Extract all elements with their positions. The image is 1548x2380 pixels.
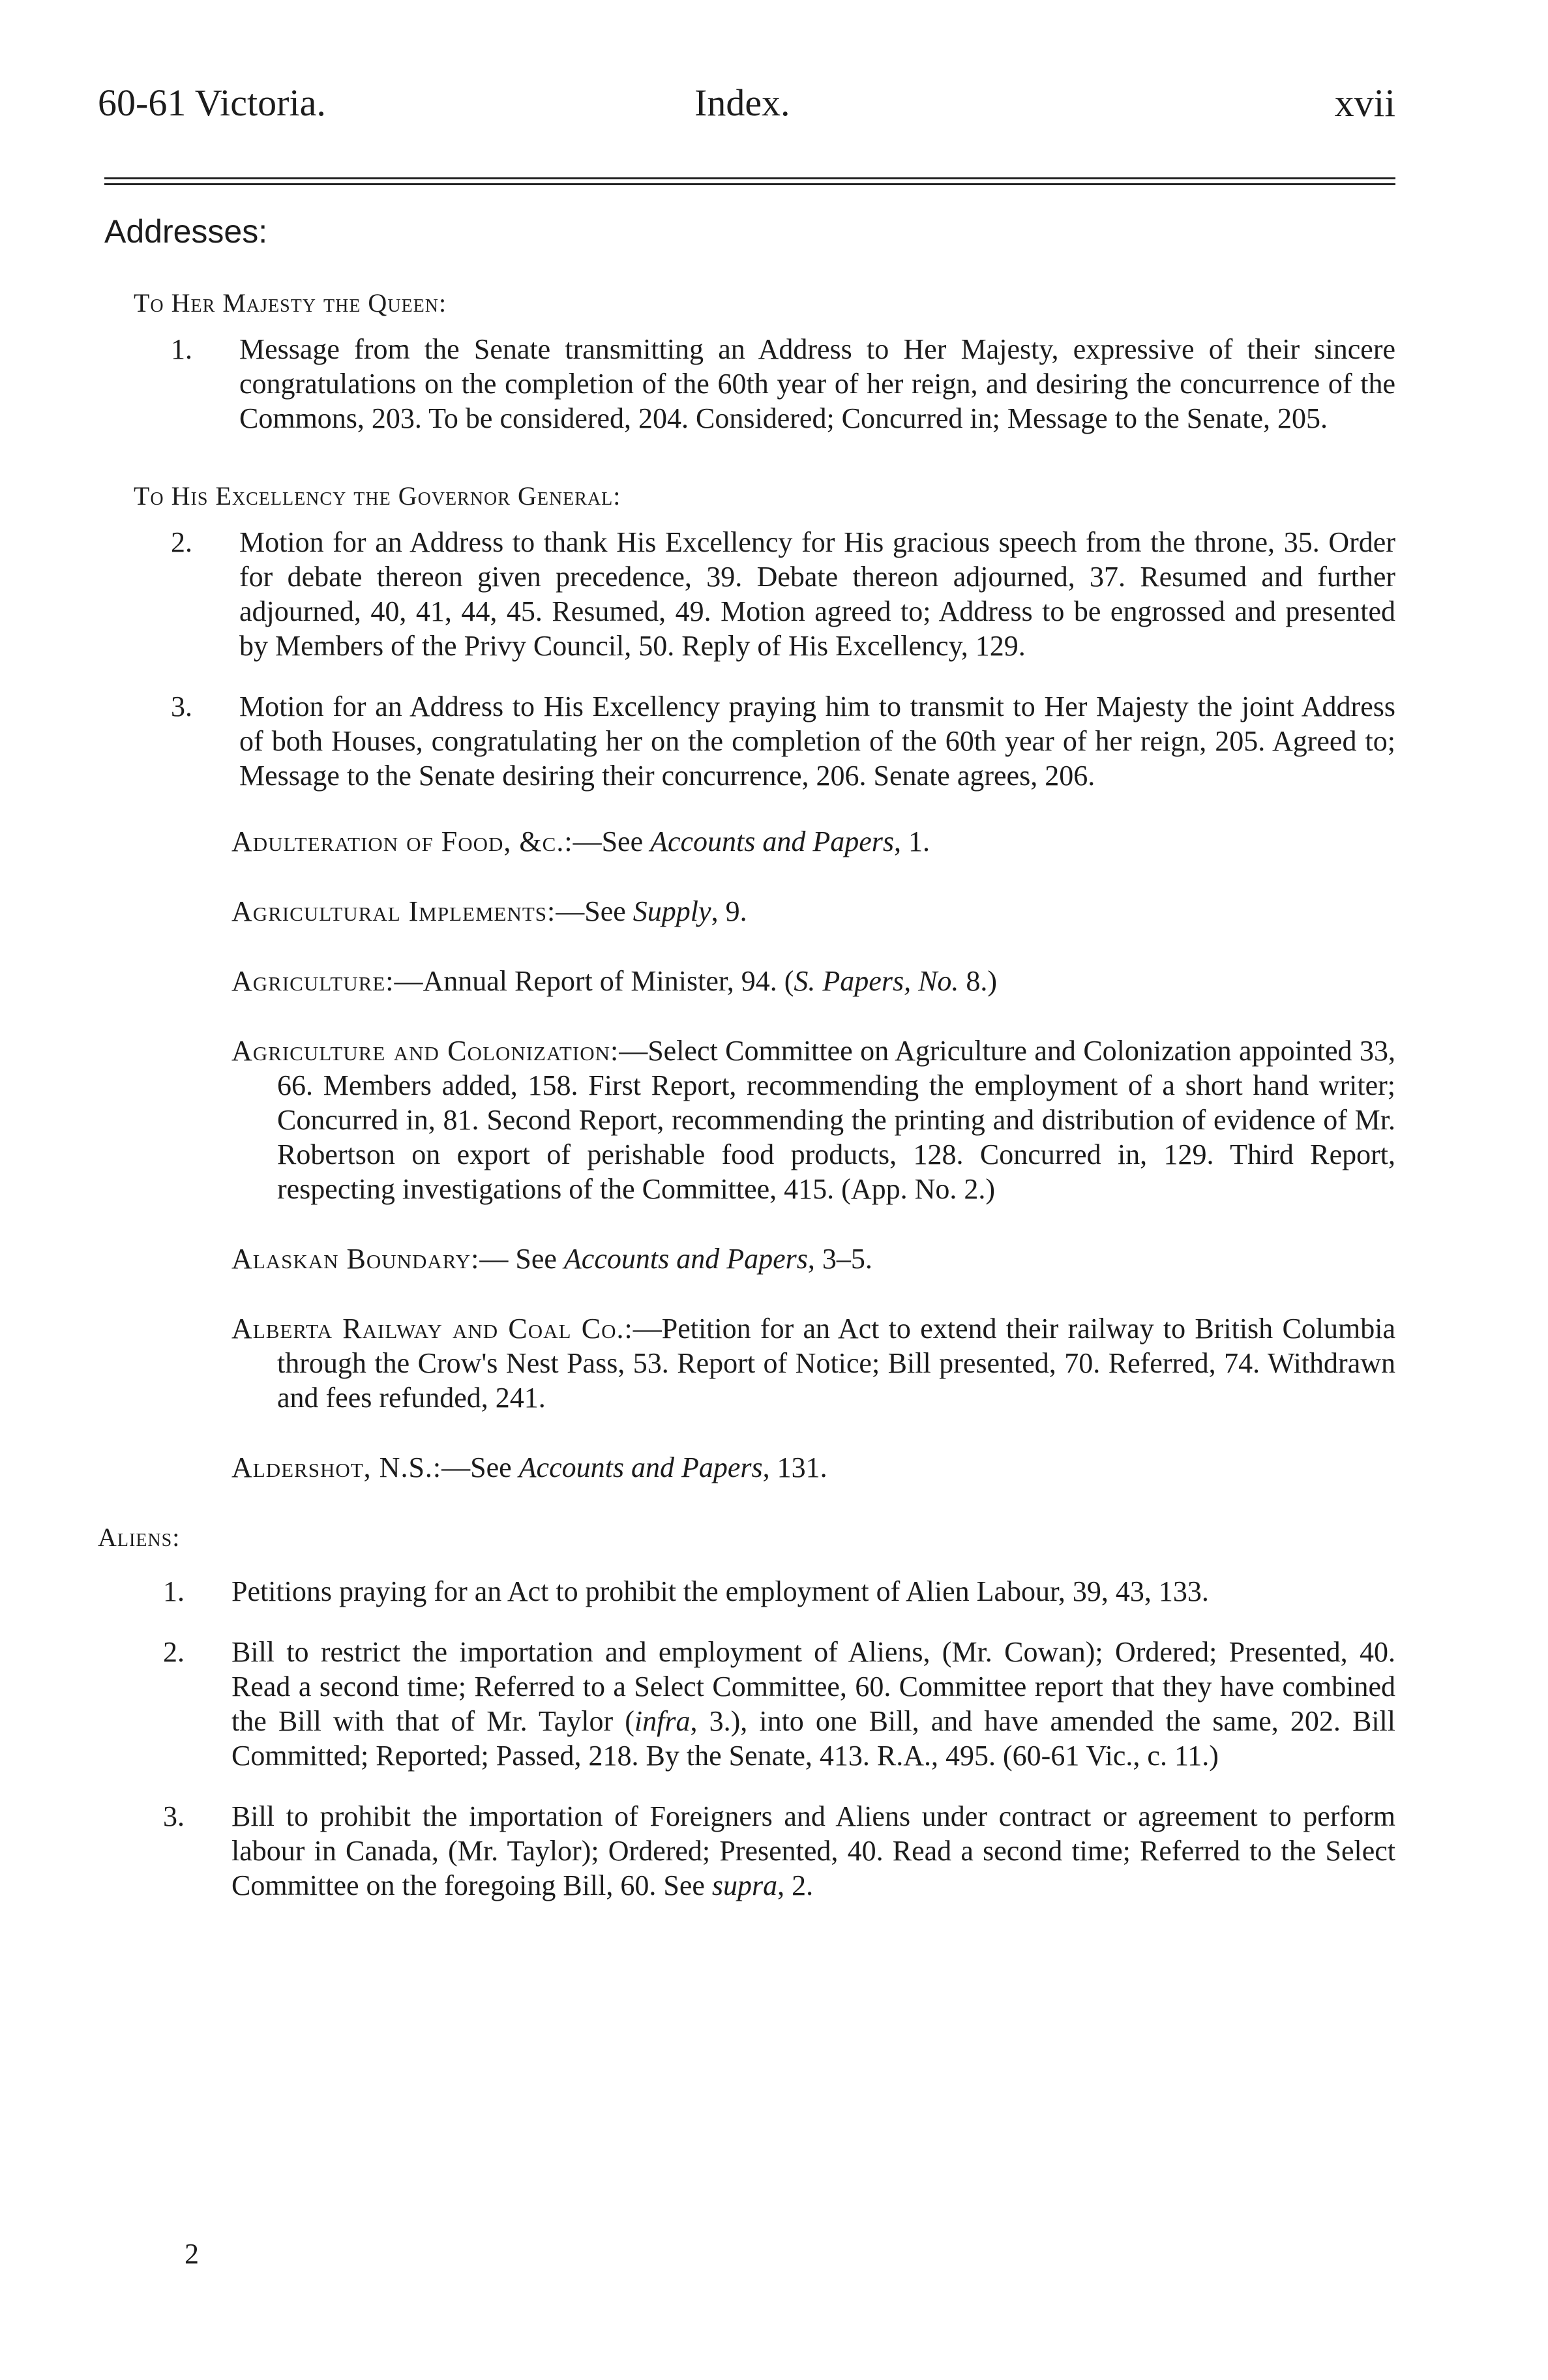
running-header bbox=[98, 77, 1395, 129]
list-item bbox=[98, 525, 1395, 663]
entry-text: — See bbox=[479, 1243, 564, 1275]
index-entry bbox=[143, 1311, 1395, 1415]
list-item bbox=[98, 689, 1395, 793]
entry-text: —Annual Report of Minister, 94. ( bbox=[394, 965, 794, 997]
header-page-number: xvii bbox=[1334, 82, 1395, 125]
item-number: 1. bbox=[163, 1575, 185, 1607]
entry-headword: Alaskan Boundary: bbox=[231, 1243, 480, 1275]
entry-headword: Adulteration of Food, &c.: bbox=[231, 826, 573, 857]
item-text: Message from the Senate transmitting an Address to Her Majesty, expressive of their sincere congratulations on the completion of the 60th year of her reign, and desiring the concurrence of the Commons, 203. To be considered, 204. Considered; Concurred in; Message to the Senate, 205. bbox=[239, 333, 1395, 434]
entry-text: —See bbox=[573, 826, 651, 857]
subheading-queen: To Her Majesty the Queen: bbox=[134, 288, 447, 318]
subheading-aliens: Aliens: bbox=[98, 1523, 181, 1552]
entry-headword: Alberta Railway and Coal Co.: bbox=[231, 1313, 633, 1345]
header-rule-top bbox=[104, 177, 1395, 179]
item-number: 3. bbox=[163, 1800, 185, 1832]
item-number: 3. bbox=[171, 691, 192, 722]
item-number: 1. bbox=[171, 333, 192, 365]
entry-reference: S. Papers, No. bbox=[794, 965, 959, 997]
list-item bbox=[98, 1635, 1395, 1773]
list-item bbox=[98, 332, 1395, 436]
index-body bbox=[98, 209, 1395, 1929]
item-number: 2. bbox=[163, 1636, 185, 1668]
item-reference: infra bbox=[634, 1705, 691, 1737]
item-text: Motion for an Address to thank His Excellency for His gracious speech from the throne, 35. Order for debate thereon given precedence, 39. Debate thereon adjourned, 37. Resumed and further adjourned, 40, 41, 44, 45. Resumed, 49. Motion agreed to; Address to be engrossed and presented by Members of the Privy Council, 50. Reply of His Excellency, 129. bbox=[239, 526, 1395, 662]
item-text: Motion for an Address to His Excellency praying him to transmit to Her Majesty the joint Address of both Houses, congratulating her on the completion of the 60th year of her reign, 205. Agreed to; Message to the Senate desiring their concurrence, 206. Senate agrees, 206. bbox=[239, 691, 1395, 792]
item-text-end: , 3.), into one Bill, and have amended the same, 202. Bill Committed; Reported; Passed, 218. By the Senate, 413. R.A., 495. (60-61 Vic., c. 11.) bbox=[231, 1705, 1396, 1772]
item-number: 2. bbox=[171, 526, 192, 558]
header-center: Index. bbox=[694, 82, 790, 124]
header-rule-bottom bbox=[104, 183, 1395, 185]
subheading-governor-general: To His Excellency the Governor General: bbox=[134, 481, 621, 511]
item-text: Bill to prohibit the importation of Foreigners and Aliens under contract or agreement to perform labour in Canada, (Mr. Taylor); Ordered; Presented, 40. Read a second time; Referred to the Select Committee on the foregoing Bill, 60. See bbox=[231, 1800, 1395, 1901]
item-reference: supra bbox=[711, 1869, 778, 1901]
item-text: Petitions praying for an Act to prohibit the employment of Alien Labour, 39, 43, 133. bbox=[231, 1575, 1209, 1607]
entry-text: —See bbox=[556, 895, 633, 927]
entry-text: —Petition for an Act to extend their railway to British Columbia through the Crow's Nest Pass, 53. Report of Notice; Bill presented, 70. Referred, 74. Withdrawn and fees refunded, 241. bbox=[277, 1313, 1396, 1414]
index-entry bbox=[143, 964, 1395, 998]
section-title: Addresses: bbox=[104, 213, 268, 250]
header-left: 60-61 Victoria. bbox=[98, 82, 326, 124]
signature-mark: 2 bbox=[185, 2238, 199, 2270]
entry-text-end: , 131. bbox=[762, 1451, 827, 1483]
entry-reference: Accounts and Papers bbox=[518, 1451, 763, 1483]
entry-headword: Agriculture and Colonization: bbox=[231, 1035, 619, 1067]
index-entry bbox=[143, 1242, 1395, 1276]
entry-reference: Accounts and Papers bbox=[563, 1243, 808, 1275]
list-item bbox=[98, 1574, 1395, 1609]
entry-text-end: , 3–5. bbox=[807, 1243, 872, 1275]
item-text-end: , 2. bbox=[777, 1869, 814, 1901]
index-entry bbox=[143, 894, 1395, 929]
entry-text: —Select Committee on Agriculture and Colonization appointed 33, 66. Members added, 158. First Report, recommending the employment of a short hand writer; Concurred in, 81. Second Report, recommending the printing and distribution of evidence of Mr. Robertson on export of perishable food products, 128. Concurred in, 129. Third Report, respecting investigations of the Committee, 415. (App. No. 2.) bbox=[277, 1035, 1395, 1205]
list-item bbox=[98, 1799, 1395, 1903]
entry-headword: Agricultural Implements: bbox=[231, 895, 556, 927]
entry-reference: Accounts and Papers bbox=[650, 826, 895, 857]
index-entry bbox=[143, 1034, 1395, 1206]
entry-headword: Agriculture: bbox=[231, 965, 394, 997]
entry-text-end: 8.) bbox=[959, 965, 998, 997]
index-entry bbox=[143, 1450, 1395, 1485]
entry-reference: Supply bbox=[633, 895, 711, 927]
index-entry bbox=[143, 824, 1395, 859]
entry-headword: Aldershot, N.S.: bbox=[231, 1451, 442, 1483]
item-text: Bill to restrict the importation and employment of Aliens, (Mr. Cowan); Ordered; Presented, 40. Read a second time; Referred to a Select Committee, 60. Committee report that they have combined the Bill with that of Mr. Taylor ( bbox=[231, 1636, 1395, 1737]
entry-text-end: , 9. bbox=[711, 895, 747, 927]
entry-text-end: , 1. bbox=[894, 826, 930, 857]
entry-text: —See bbox=[441, 1451, 519, 1483]
